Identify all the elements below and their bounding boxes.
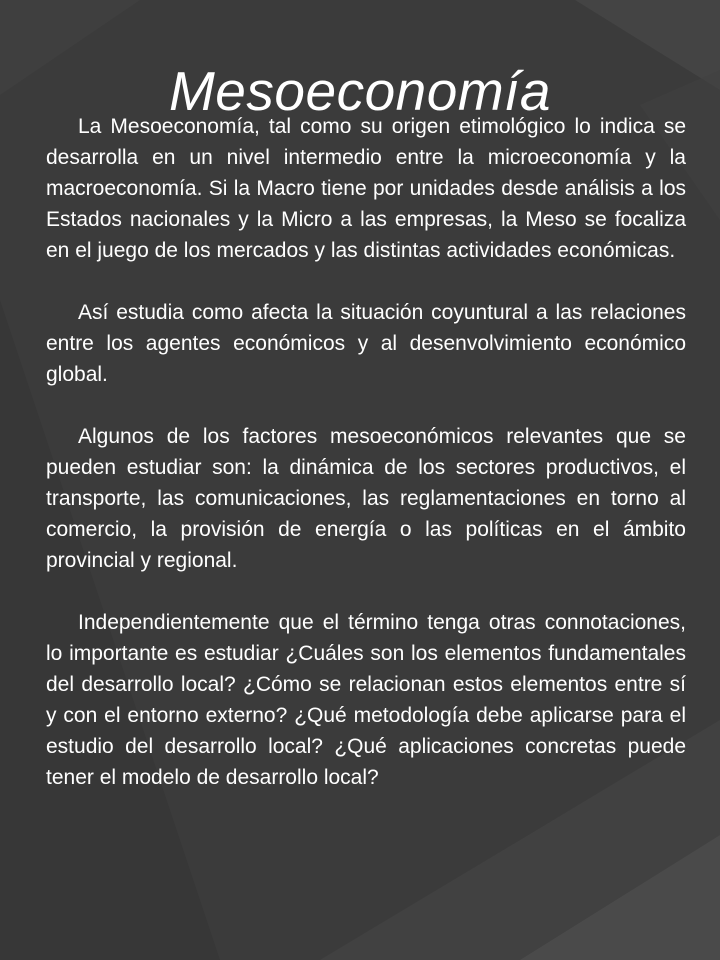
paragraph-2: Así estudia como afecta la situación coyuntural a las relaciones entre los agentes económicos y al desenvolvimiento económico global. bbox=[46, 301, 686, 386]
slide-body bbox=[46, 111, 686, 824]
paragraph-1: La Mesoeconomía, tal como su origen etimológico lo indica se desarrolla en un nivel intermedio entre la microeconomía y la macroeconomía. Si la Macro tiene por unidades desde análisis a los Estados nacionales y la Micro a las empresas, la Meso se focaliza en el juego de los mercados y las distintas actividades económicas. bbox=[46, 115, 686, 262]
paragraph-3: Algunos de los factores mesoeconómicos relevantes que se pueden estudiar son: la dinámica de los sectores productivos, el transporte, las comunicaciones, las reglamentaciones en torno al comercio, la provisión de energía o las políticas en el ámbito provincial y regional. bbox=[46, 425, 686, 572]
paragraph-4: Independientemente que el término tenga otras connotaciones, lo importante es estudiar ¿Cuáles son los elementos fundamentales del desarrollo local? ¿Cómo se relacionan estos elementos entre sí y con el entorno externo? ¿Qué metodología debe aplicarse para el estudio del desarrollo local? ¿Qué aplicaciones concretas puede tener el modelo de desarrollo local? bbox=[46, 611, 686, 789]
slide-title: Mesoeconomía bbox=[168, 59, 552, 122]
